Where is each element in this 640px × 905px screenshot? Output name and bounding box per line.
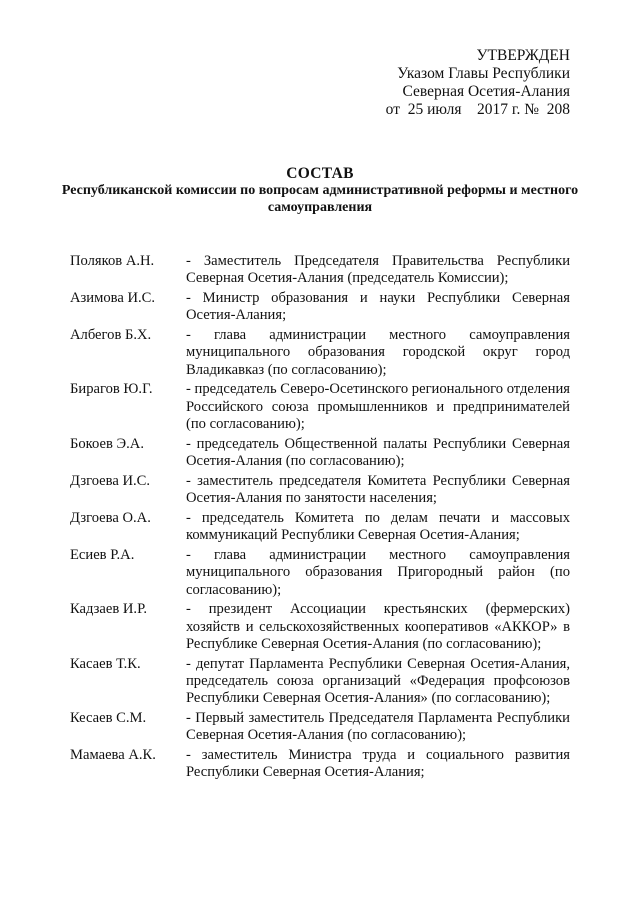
member-role: - глава администрации местного самоуправления муниципального образования городской округ город Владикавказ (по согласованию); xyxy=(186,327,570,378)
member-name: Дзгоева О.А. xyxy=(70,509,151,526)
member-name: Мамаева А.К. xyxy=(70,747,156,764)
member-row xyxy=(70,253,570,288)
member-role: - председатель Комитета по делам печати и массовых коммуникаций Республики Северная Осетия-Алания; xyxy=(186,509,570,544)
approval-republic: Северная Осетия-Алания xyxy=(402,83,570,100)
member-name: Есиев Р.А. xyxy=(70,546,135,563)
document-subtitle: Республиканской комиссии по вопросам административной реформы и местного самоуправления xyxy=(61,183,579,215)
member-name: Кадзаев И.Р. xyxy=(70,601,148,618)
member-row xyxy=(70,290,570,325)
member-name: Кесаев С.М. xyxy=(70,710,147,727)
member-row xyxy=(70,327,570,379)
members-list xyxy=(70,253,570,784)
member-name: Бокоев Э.А. xyxy=(70,435,144,452)
member-role: - Первый заместитель Председателя Парламента Республики Северная Осетия-Алания (по согласованию); xyxy=(186,710,570,744)
member-role: - председатель Общественной палаты Республики Северная Осетия-Алания (по согласованию); xyxy=(186,435,570,470)
member-row xyxy=(70,747,570,782)
approval-block xyxy=(386,47,570,119)
member-role: - Заместитель Председателя Правительства Республики Северная Осетия-Алания (председатель Комиссии); xyxy=(186,253,570,287)
member-row xyxy=(70,601,570,653)
member-role: - председатель Северо-Осетинского регионального отделения Российского союза промышленников и предпринимателей (по согласованию); xyxy=(186,381,570,433)
member-name: Албегов Б.Х. xyxy=(70,327,152,343)
member-role: - Министр образования и науки Республики Северная Осетия-Алания; xyxy=(186,290,570,324)
member-role: - глава администрации местного самоуправления муниципального образования Пригородный район (по согласованию); xyxy=(186,546,570,598)
member-row xyxy=(70,473,570,508)
member-role: - заместитель председателя Комитета Республики Северная Осетия-Алания по занятости населения; xyxy=(186,472,570,507)
member-name: Поляков А.Н. xyxy=(70,253,155,269)
member-name: Касаев Т.К. xyxy=(70,655,141,672)
member-row xyxy=(70,436,570,471)
member-role: - заместитель Министра труда и социального развития Республики Северная Осетия-Алания; xyxy=(186,747,570,781)
member-row xyxy=(70,510,570,545)
member-role: - президент Ассоциации крестьянских (фермерских) хозяйств и сельскохозяйственных кооперативов «АККОР» в Республике Северная Осетия-Алания (по согласованию); xyxy=(186,601,570,653)
member-row xyxy=(70,381,570,433)
member-role: - депутат Парламента Республики Северная Осетия-Алания, председатель союза организаций «Федерация профсоюзов Республики Северная Осетия-Алания» (по согласованию); xyxy=(186,655,570,707)
member-row xyxy=(70,656,570,708)
document-title: СОСТАВ xyxy=(286,165,354,182)
member-name: Азимова И.С. xyxy=(70,290,156,306)
member-row xyxy=(70,710,570,745)
member-row xyxy=(70,547,570,599)
approval-decree: Указом Главы Республики xyxy=(397,65,570,82)
member-name: Бирагов Ю.Г. xyxy=(70,381,153,398)
approval-date-number: от 25 июля 2017 г. № 208 xyxy=(385,101,570,118)
approval-heading: УТВЕРЖДЕН xyxy=(476,47,570,64)
member-name: Дзгоева И.С. xyxy=(70,472,151,489)
